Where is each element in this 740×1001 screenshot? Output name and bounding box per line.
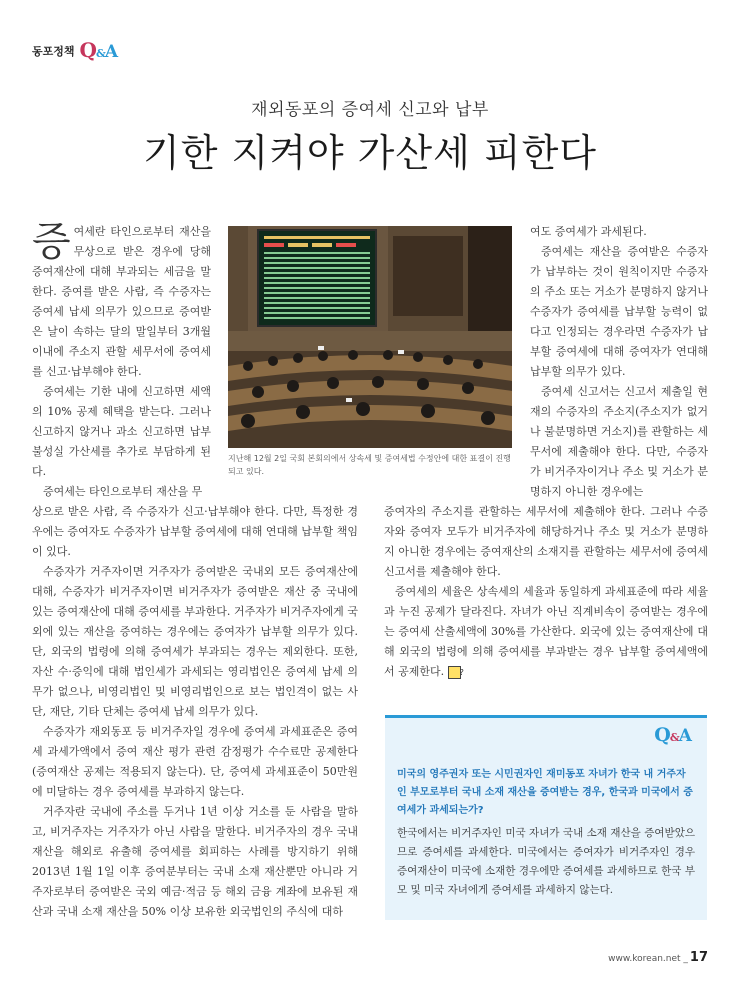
paragraph-intro: 증여세란 타인으로부터 재산을 무상으로 받은 경우에 당해 증여재산에 대해 부과되는 세금을 말한다. 증여를 받은 사람, 즉 수증자는 증여세 납세 의무가 있으므로 증여받은 날이 속하는 달의 말일부터 3개월 이내에 주소지 관할 세무서에 증여세를 신고·납부해야 한다. xyxy=(32,219,211,378)
section-tag xyxy=(32,38,117,62)
qa-box-logo xyxy=(654,724,691,746)
page-footer xyxy=(608,950,708,965)
paragraph: 증여자의 주소지를 관할하는 세무서에 제출해야 한다. 그러나 수증자와 증여자 모두가 비거주자에 해당하거나 주소 및 거소가 분명하지 아니한 경우에는 증여재산의 소재지를 관할하는 세무서에 증여세 신고서를 제출해야 한다. xyxy=(384,505,708,578)
qa-box xyxy=(385,715,707,920)
article-title: 기한 지켜야 가산세 피한다 xyxy=(142,131,598,175)
qa-answer: 한국에서는 비거주자인 미국 자녀가 국내 소재 재산을 증여받았으므로 증여세를 과세한다. 미국에서는 증여자가 비거주자인 경우 증여재산이 미국에 소재한 경우에만 증여세를 과세하므로 한국 부모 및 미국 자녀에게 증여세를 과세하지 않는다. xyxy=(397,827,695,896)
qa-logo xyxy=(654,724,691,746)
footer-site: www.korean.net _ xyxy=(608,954,688,964)
assembly-photo-illustration xyxy=(228,226,512,448)
qa-logo-amp: & xyxy=(95,47,105,60)
page-number: 17 xyxy=(689,950,708,965)
right-body xyxy=(384,502,708,682)
article-end-icon: ? xyxy=(448,666,461,679)
paragraph: 수증자가 거주자이면 거주자가 증여받은 국내외 모든 증여재산에 대해, 수증자가 비거주자이면 비거주자가 증여받은 재산 중 국내에 있는 증여재산에 대해 증여세를 부과한다. 거주자가 비거주자에게 국외에 있는 재산을 증여하는 경우에는 증여자가 납부할 의무가 있다. 단, 외국의 법령에 의해 증여세가 부과되는 경우는 제외한다. 또한, 자산 수·증익에 대해 법인세가 과세되는 영리법인은 증여세 납세 의무가 없으나, 비영리법인 및 비영리법인으로 보는 법인격이 없는 사단, 재단, 기타 단체는 증여세 납세 의무가 있다. xyxy=(32,565,358,718)
paragraph: 거주자란 국내에 주소를 두거나 1년 이상 거소를 둔 사람을 말하고, 비거주자는 거주자가 아닌 사람을 말한다. 비거주자의 경우 국내 재산을 해외로 유출해 증여세를 회피하는 사례를 방지하기 위해 2013년 1월 1일 이후 증여분부터는 국내 소재 재산뿐만 아니라 거주자로부터 증여받은 국외 예금·적금 등 해외 금융 계좌에 보유된 재산과 국내 소재 재산을 50% 이상 보유한 외국법인의 주식에 대하 xyxy=(32,805,358,918)
paragraph: 증여세는 기한 내에 신고하면 세액의 10% 공제 혜택을 받는다. 그러나 신고하지 않거나 과소 신고하면 납부 불성실 가산세를 추가로 부담하게 된다. xyxy=(32,385,211,478)
right-column xyxy=(530,222,708,502)
qa-logo xyxy=(80,38,118,62)
section-label: 동포정책 xyxy=(32,45,75,58)
qa-logo-a: A xyxy=(678,726,691,746)
article-subtitle: 재외동포의 증여세 신고와 납부 xyxy=(251,100,489,120)
drop-cap: 증 xyxy=(32,219,71,265)
paragraph: 수증자가 재외동포 등 비거주자일 경우에 증여세 과세표준은 증여세 과세가액에서 증여 재산 평가 관련 감정평가 수수료만 공제한다(증여재산 공제는 적용되지 않는다). 단, 증여세 과세표준이 50만원에 미달하는 경우 증여세를 부과하지 않는다. xyxy=(32,725,358,798)
qa-question: 미국의 영주권자 또는 시민권자인 재미동포 자녀가 한국 내 거주자인 부모로부터 국내 소재 재산을 증여받는 경우, 한국과 미국에서 증여세가 과세되는가? xyxy=(397,769,693,816)
qa-logo-q: Q xyxy=(79,38,96,62)
paragraph: 증여세 신고서는 신고서 제출일 현재의 수증자의 주소지(주소지가 없거나 불분명하면 거소지)를 관할하는 세무서에 제출해야 한다. 다만, 수증자가 비거주자이거나 주소 및 거소가 분명하지 아니한 경우에는 xyxy=(530,385,708,498)
assembly-photo xyxy=(228,226,512,448)
qa-logo-amp: & xyxy=(669,731,679,744)
photo-caption: 지난해 12월 2일 국회 본회의에서 상속세 및 증여세법 수정안에 대한 표결이 진행되고 있다. xyxy=(228,454,511,476)
left-body xyxy=(32,502,358,922)
paragraph: 여도 증여세가 과세된다. xyxy=(530,225,647,238)
paragraph-final: 증여세의 세율은 상속세의 세율과 동일하게 과세표준에 따라 세율과 누진 공제가 달라진다. 자녀가 아닌 직계비속이 증여받는 경우에는 증여세 산출세액에 30%를 가산한다. 외국에 있는 증여재산에 대해 외국의 법령에 의해 증여세를 부과받는 경우 납부할 증여세액에서 공제한다. ? xyxy=(384,585,708,678)
qa-logo-a: A xyxy=(104,42,118,62)
qa-logo-q: Q xyxy=(654,724,670,746)
paragraph: 증여세는 타인으로부터 재산을 무 xyxy=(43,485,203,498)
left-column xyxy=(32,219,211,502)
paragraph: 상으로 받은 사람, 즉 수증자가 신고·납부해야 한다. 다만, 특정한 경우에는 증여자도 수증자가 납부할 증여세에 대해 연대해 납부할 책임이 있다. xyxy=(32,505,358,558)
paragraph: 증여세는 재산을 증여받은 수증자가 납부하는 것이 원칙이지만 수증자의 주소 또는 거소가 분명하지 않거나 수증자가 증여세를 납부할 능력이 없다고 인정되는 경우라면 수증자가 납부할 증여세에 대해 증여자가 연대해 납부할 의무가 있다. xyxy=(530,245,708,378)
